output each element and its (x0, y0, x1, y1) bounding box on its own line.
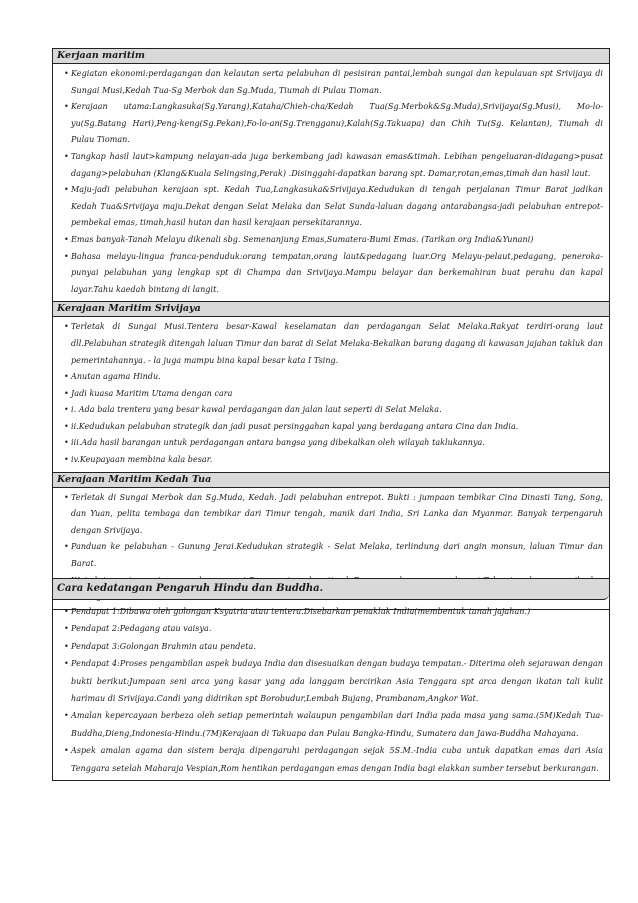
notes-box-hindu-buddha (52, 578, 610, 781)
section-heading: Kerjaan maritim (53, 49, 609, 64)
list-item: • Kerajaan utama:Langkasuka(Sg.Yarang),Kataha/Chieh-cha/Kedah Tua(Sg.Merbok&Sg.Muda),Srivijaya(Sg.Musi), Mo-lo-yu(Sg.Batang Hari),Peng-keng(Sg.Pekan),Fo-lo-an(Sg.Trengganu),Kalah(Sg.Takuapa) dan Chih Tu(Sg. Kelantan), Tiumah di Pulau Tioman. (65, 99, 603, 149)
list-item: • iii.Ada hasil barangan untuk perdagangan antara bangsa yang dibekalkan oleh wilayah taklukannya. (65, 435, 603, 452)
section-heading: Cara kedatangan Pengaruh Hindu dan Buddha. (53, 579, 609, 600)
list-item: • Pendapat 2:Pedagang atau vaisya. (65, 620, 603, 637)
list-item: • Jadi kuasa Maritim Utama dengan cara (65, 386, 603, 403)
list-item: • Anutan agama Hindu. (65, 369, 603, 386)
list-item: • ii.Kedudukan pelabuhan strategik dan jadi pusat persinggahan kapal yang berdagang antara Cina dan India. (65, 419, 603, 436)
section-heading: Kerajaan Maritim Srivijaya (53, 301, 609, 317)
list-item: • Amalan kepercayaan berbeza oleh setiap pemerintah walaupun pengambilan dari India pada masa yang sama.(5M)Kedah Tua-Buddha,Dieng,Indonesia-Hindu.(7M)Kerajaan di Takuapa dan Pulau Bangka-Hindu, Sumatera dan Jawa-Buddha Mahayana. (65, 707, 603, 742)
bullet-list (53, 64, 609, 301)
list-item: • Tangkap hasil laut>kampung nelayan-ada juga berkembang jadi kawasan emas&timah. Lebihan pengeluaran-didagang>pusat dagang>pelabuhan (Klang&Kuala Selingsing,Perak) .Disinggahi-dapatkan barang spt. Damar,rotan,emas,timah dan hasil laut. (65, 149, 603, 182)
list-item: • Bahasa melayu-lingua franca-penduduk:orang tempatan,orang laut&pedagang luar.Org Melayu-pelaut,pedagang, peneroka-punyai pelabuhan yang lengkap spt di Champa dan Srivijaya.Mampu belayar dan berkemahiran buat perahu dan kapal layar.Tahu kaedah bintang di langit. (65, 249, 603, 299)
list-item: • Pendapat 3:Golongan Brahmin atau pendeta. (65, 638, 603, 655)
list-item: • Terletak di Sungai Musi.Tentera besar-Kawal keselamatan dan perdagangan Selat Melaka.Rakyat terdiri-orang laut dll.Pelabuhan strategik ditengah laluan Timur dan barat di Selat Melaka-Bekalkan barang dagang di kawasan jajahan takluk dan pemerintahannya. - la juga mampu bina kapal besar kata I Tsing. (65, 319, 603, 369)
list-item: • Maju-jadi pelabuhan kerajaan spt. Kedah Tua,Langkasuka&Srivijaya.Kedudukan di tengah perjalanan Timur Barat jadikan Kedah Tua&Srivijaya maju.Dekat dengan Selat Melaka dan Selat Sunda-laluan dagang antarabangsa-jadi pelabuhan entrepot-pembekal emas, timah,hasil hutan dan hasil kerajaan persekitarannya. (65, 182, 603, 232)
bullet-list (53, 317, 609, 471)
list-item: • Terletak di Sungai Merbok dan Sg.Muda, Kedah. Jadi pelabuhan entrepot. Bukti : jumpaan tembikar Cina Dinasti Tang, Song, dan Yuan, pelita tembaga dan tembikar dari Timur tengah, manik dari India, Sri Lanka dan Myanmar. Banyak terpengaruh dengan Srivijaya. (65, 490, 603, 540)
list-item: • Pendapat 1:Dibawa oleh golongan Ksyatria atau tentera.Disebarkan penakluk India(membentuk tanah jajahan.) (65, 603, 603, 620)
list-item: • Emas banyak-Tanah Melayu dikenali sbg. Semenanjung Emas,Sumatera-Bumi Emas. (Tarikan org India&Yunani) (65, 232, 603, 249)
section-heading: Kerajaan Maritim Kedah Tua (53, 472, 609, 488)
list-item: • Kegiatan ekonomi:perdagangan dan kelautan serta pelabuhan di pesisiran pantai,lembah sungai dan kepulauan spt Srivijaya di Sungai Musi,Kedah Tua-Sg Merbok dan Sg.Muda, Tiumah di Pulau Tioman. (65, 66, 603, 99)
notes-box-maritime (52, 48, 610, 610)
list-item: • i. Ada bala trentera yang besar kawal perdagangan dan jalan laut seperti di Selat Melaka. (65, 402, 603, 419)
list-item: • iv.Keupayaan membina kala besar. (65, 452, 603, 469)
bullet-list (53, 600, 609, 780)
list-item: • Pendapat 4:Proses pengambilan aspek budaya India dan disesuaikan dengan budaya tempatan.- Diterima oleh sejarawan dengan bukti berikut:Jumpaan seni arca yang kasar yang ada langgam bercirikan Asia Tenggara spt arca dengan ikatan tali kulit harimau di Srivijaya.Candi yang didirikan spt Borobudur,Lembah Bujang, Prambanam,Angkor Wat. (65, 655, 603, 707)
list-item: • Panduan ke pelabuhan - Gunung Jerai.Kedudukan strategik - Selat Melaka, terlindung dari angin monsun, laluan Timur dan Barat. (65, 539, 603, 572)
list-item: • Aspek amalan agama dan sistem beraja dipengaruhi perdagangan sejak 5S.M.-India cuba untuk dapatkan emas dari Asia Tenggara setelah Maharaja Vespian,Rom hentikan perdagangan emas dengan India bagi elakkan sumber tersebut berkurangan. (65, 742, 603, 777)
